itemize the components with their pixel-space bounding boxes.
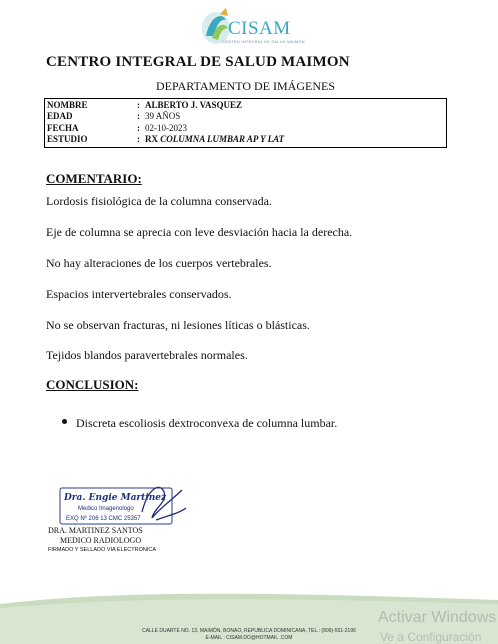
activate-windows-subtext: Ve a Configuración xyxy=(380,630,482,644)
comment-line: Eje de columna se aprecia con leve desviación hacia la derecha. xyxy=(46,225,353,239)
info-key: NOMBRE xyxy=(47,100,88,110)
footer-email: E-MAIL : CISAM.DO@HOTMAIL .COM xyxy=(205,635,293,641)
info-row-age xyxy=(47,111,180,121)
info-key: FECHA xyxy=(47,123,79,133)
info-row-date xyxy=(47,123,187,133)
signature-note: FIRMADO Y SELLADO VIA ELECTRONICA xyxy=(48,547,156,553)
conclusion-heading: CONCLUSION: xyxy=(46,377,139,392)
department-name: DEPARTAMENTO DE IMÁGENES xyxy=(156,79,335,93)
patient-name: ALBERTO J. VASQUEZ xyxy=(145,100,242,110)
conclusion-item: Discreta escoliosis dextroconvexa de columna lumbar. xyxy=(76,416,338,430)
study-name: COLUMNA LUMBAR AP Y LAT xyxy=(160,134,285,144)
comment-line: Espacios intervertebrales conservados. xyxy=(46,287,232,301)
bullet-icon xyxy=(62,419,67,424)
stamp-id: EXQ Nº 206 13 CMC 25357 xyxy=(66,516,141,522)
signature-stamp xyxy=(56,478,196,530)
patient-age: 39 AÑOS xyxy=(145,111,181,121)
info-row-name xyxy=(47,100,242,110)
comment-heading: COMENTARIO: xyxy=(46,171,142,186)
info-sep: : xyxy=(137,111,140,121)
comment-line: Lordosis fisiológica de la columna conservada. xyxy=(46,194,272,208)
report-title: CENTRO INTEGRAL DE SALUD MAIMON xyxy=(46,54,350,70)
logo-text: CISAM xyxy=(228,18,291,39)
doctor-name: DRA. MARTINEZ SANTOS xyxy=(48,526,143,535)
info-sep: : xyxy=(137,100,140,110)
patient-info-box xyxy=(44,98,447,148)
stamp-name: Dra. Engie Martinez xyxy=(64,493,167,503)
info-key: EDAD xyxy=(47,111,73,121)
info-key: ESTUDIO xyxy=(47,134,88,144)
activate-windows-watermark: Activar Windows xyxy=(378,609,497,626)
info-sep: : xyxy=(137,134,140,144)
comment-line: No hay alteraciones de los cuerpos vertebrales. xyxy=(46,256,272,270)
study-date: 02-10-2023 xyxy=(145,123,187,133)
stamp-title: Medico Imagenologo xyxy=(78,506,134,512)
doctor-title: MEDICO RADIOLOGO xyxy=(60,536,142,545)
logo-subtext: CENTRO INTEGRAL DE SALUD MAIMON xyxy=(222,39,305,44)
info-sep: : xyxy=(137,123,140,133)
comment-line: No se observan fracturas, ni lesiones líticas o blásticas. xyxy=(46,318,310,332)
comment-line: Tejidos blandos paravertebrales normales. xyxy=(46,348,248,362)
study-prefix: RX xyxy=(145,134,158,144)
footer-address: CALLE DUARTE NO. 13, MAIMÓN, BONAO, REPUBLICA DOMINICANA, TEL.: (809)-551-2196 xyxy=(142,628,356,634)
info-row-study xyxy=(47,134,284,144)
